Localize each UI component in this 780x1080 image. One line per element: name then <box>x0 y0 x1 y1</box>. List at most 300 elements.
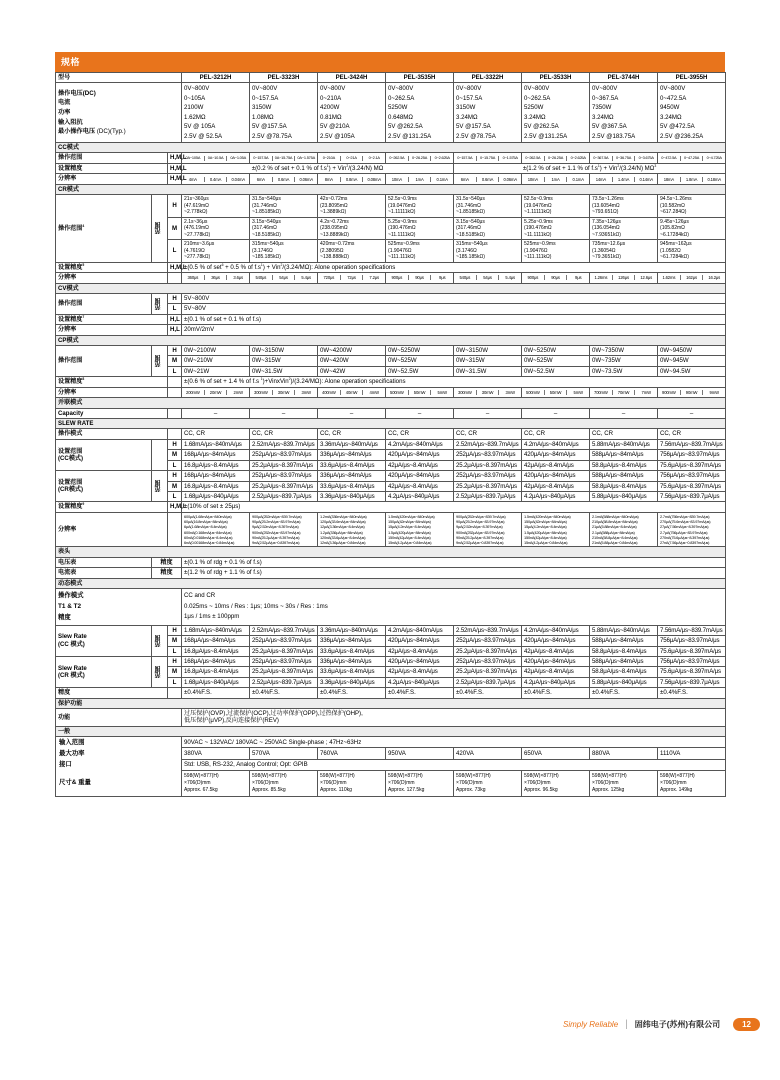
dyn-slew-cc-H-4: 2.52mA/μs~839.7mA/μs <box>454 625 522 635</box>
dyn-slew-cr-M-2: 33.6μA/μs~8.4mA/μs <box>318 667 386 677</box>
dyn-slew-cr-M-7: 75.6μA/μs~8.397mA/μs <box>658 667 726 677</box>
dyn-accuracy-2: ±0.4%F.S. <box>318 688 386 698</box>
cr-resolution-0-2: 3.6μs <box>233 275 243 281</box>
dyn-slew-cr-label-1: Slew Rate <box>58 664 87 672</box>
protection-line-2: 低压保护(μVP),反向连接保护(REV) <box>184 717 279 725</box>
cr-M-col-2 <box>318 217 386 240</box>
slew-cc-H-5: 4.2mA/μs~840mA/μs <box>522 439 590 449</box>
slew-cr-L-1: 2.52μA/μs~839.7μA/μs <box>250 491 318 501</box>
slew-mode-7: CC, CR <box>658 429 726 439</box>
cc-range-3-2: 0~2.625A <box>434 154 450 160</box>
cr-resolution-1-0: 540μs <box>250 275 273 280</box>
cr-L-0-2: ~277.78kΩ) <box>184 254 211 261</box>
cp-L-0: 0W~21W <box>182 366 250 376</box>
basic-value-4-0: 0V~800V <box>456 85 482 93</box>
table-row <box>56 557 726 567</box>
slew-resolution-7-4: 270nA(75.6μA/μs~8.397mA/μs) <box>660 534 710 540</box>
cr-resolution-4-0: 540μs <box>454 275 477 280</box>
cr-H-4-0: 31.5s~540μs <box>456 196 485 203</box>
cr-resolution-col-4 <box>454 273 522 283</box>
cc-range-5-2: 0~2.625A <box>570 154 586 160</box>
cc-range-4-1: 0~15.75A <box>477 156 500 161</box>
cc-range-3-1: 0~26.25A <box>409 156 432 161</box>
cc-resolution-2-2: 0.08mA <box>367 176 381 182</box>
basic-value-5-2: 5250W <box>524 104 544 112</box>
general-max-power-3: 950VA <box>386 748 454 759</box>
cr-L-7-2: ~61.7284kΩ) <box>660 254 689 261</box>
cr-L-0-0: 210ms~3.6μs <box>184 241 215 248</box>
general-weight-0: Approx. 67.5kg <box>184 787 218 794</box>
capacity-value-3: – <box>386 408 454 418</box>
cp-resolution-0-2: 2mW <box>233 389 243 395</box>
general-labels <box>56 737 182 797</box>
cr-resolution-5-1: 90μs <box>545 275 568 280</box>
cr-L-5-1: (1.90476Ω <box>524 247 548 254</box>
slew-cc-spacer <box>152 439 168 470</box>
section-meter: 表头 <box>56 547 726 557</box>
cp-L-5: 0W~52.5W <box>522 366 590 376</box>
basic-col-3 <box>386 83 454 143</box>
slew-cc-label-1: 设置范围 <box>58 447 83 455</box>
dyn-slew-cr-M-1: 25.2μA/μs~8.397mA/μs <box>250 667 318 677</box>
cr-M-2-1: (238.095mΩ <box>320 225 348 232</box>
cv-level-H: H <box>168 293 182 303</box>
dynamic-value-0: CC and CR <box>184 591 216 599</box>
cp-L-1: 0W~31.5W <box>250 366 318 376</box>
cr-accuracy-value: ±(0.5 % of set$^6$ + 0.5 % of $f.s^1) + Vin^2/(3.24/M\Omega)$: Alone operation specifications <box>182 262 726 272</box>
dyn-slew-cr-L-6: 5.88μA/μs~840μA/μs <box>590 677 658 687</box>
cp-resolution-col-6 <box>590 387 658 397</box>
slew-resolution-6-5: 21nA(5.88μA/μs~0.84mA/μs) <box>592 540 638 546</box>
general-max-power-7: 1110VA <box>658 748 726 759</box>
cr-L-5-2: ~111.111kΩ) <box>524 254 552 261</box>
general-max-power-0: 380VA <box>182 748 250 759</box>
slew-resolution-6-4: 210nA(58.8μA/μs~8.4mA/μs) <box>592 534 638 540</box>
cc-range-col-1 <box>250 153 318 163</box>
cp-H-1: 0W~3150W <box>250 346 318 356</box>
dyn-slew-cc-M-2: 336μA/μs~84mA/μs <box>318 636 386 646</box>
slew-resolution-3-1: 150μA(42mA/μs~84mA/μs) <box>388 519 431 525</box>
general-max-power-5: 650VA <box>522 748 590 759</box>
slew-resolution-0-2: 6μA(1.68mA/μs~8.4mA/μs) <box>184 524 227 530</box>
cp-L-4: 0W~31.5W <box>454 366 522 376</box>
cp-H-7: 0W~9450W <box>658 346 726 356</box>
basic-value-7-2: 9450W <box>660 104 680 112</box>
cr-M-6-2: ~7.93651kΩ) <box>592 231 621 238</box>
general-dim1-5: 598(W)×877(H) <box>524 772 559 779</box>
basic-label-1: 电流 <box>58 99 71 107</box>
dyn-slew-cc-L-7: 75.6μA/μs~8.397mA/μs <box>658 646 726 656</box>
cp-M-7: 0W~945W <box>658 356 726 366</box>
slew-resolution-3-0: 1.5mA(420mA/μs~840mA/μs) <box>388 513 435 519</box>
slew-resolution-4-5: 9nA(2.52μA/μs~0.8397mA/μs) <box>456 540 504 546</box>
slew-cc-H-6: 5.88mA/μs~840mA/μs <box>590 439 658 449</box>
basic-value-2-1: 0~210A <box>320 94 342 102</box>
table-row <box>56 471 726 481</box>
slew-mode-label: 操作模式 <box>56 429 168 439</box>
cc-range-4-2: 0~1.575A <box>502 154 518 160</box>
cc-range-3-0: 0~262.5A <box>386 156 409 161</box>
cr-H-0-1: (47.619mΩ <box>184 202 209 209</box>
cc-resolution-col-7 <box>658 174 726 184</box>
cc-resolution-col-4 <box>454 174 522 184</box>
basic-value-5-1: 0~262.5A <box>524 94 551 102</box>
slew-cc-level-H: H <box>168 439 182 449</box>
general-dim-col-7 <box>658 770 726 797</box>
slew-cc-L-2: 33.6μA/μs~8.4mA/μs <box>318 460 386 470</box>
cr-M-5-0: 5.25s~0.9ms <box>524 218 553 225</box>
general-max-power-4: 420VA <box>454 748 522 759</box>
cr-H-3-0: 52.5s~0.9ms <box>388 196 417 203</box>
table-row <box>56 325 726 335</box>
slew-mode-0: CC, CR <box>182 429 250 439</box>
capacity-value-6: – <box>590 408 658 418</box>
cc-range-2-0: 0~210A <box>318 156 341 161</box>
cr-M-col-4 <box>454 217 522 240</box>
basic-value-0-4: 5V @ 105A <box>184 123 216 131</box>
cr-M-2-0: 4.2s~0.72ms <box>320 218 349 225</box>
slew-cc-M-4: 252μA/μs~83.97mA/μs <box>454 450 522 460</box>
dyn-slew-cc-L-5: 42μA/μs~8.4mA/μs <box>522 646 590 656</box>
cc-range-7-2: 0~4.725A <box>706 154 722 160</box>
cr-L-col-4 <box>454 240 522 263</box>
cc-resolution-6-2: 0.14mA <box>639 176 653 182</box>
basic-col-5 <box>522 83 590 143</box>
slew-resolution-4-3: 900nA(252μA/μs~83.97mA/μs) <box>456 529 505 535</box>
cp-resolution-3-1: 50mW <box>409 390 432 395</box>
cr-L-2-0: 420ms~0.72ms <box>320 241 355 248</box>
general-dim2-0: ×706(D)mm <box>184 779 211 786</box>
dynamic-label-1: T1 & T2 <box>58 603 82 611</box>
dyn-slew-cr-L-4: 2.52μA/μs~839.7μA/μs <box>454 677 522 687</box>
slew-resolution-5-1: 150μA(42mA/μs~84mA/μs) <box>524 519 567 525</box>
dyn-slew-cr-L-7: 7.56μA/μs~839.7μA/μs <box>658 677 726 687</box>
cr-M-5-1: (190.476mΩ <box>524 225 552 232</box>
dyn-slew-cc-L-6: 58.8μA/μs~8.4mA/μs <box>590 646 658 656</box>
slew-resolution-3-5: 15nA(4.2μA/μs~0.84mA/μs) <box>388 540 432 546</box>
slew-resolution-1-3: 900nA(252nA/μs~83.97mA/μs) <box>252 529 301 535</box>
basic-value-1-2: 3150W <box>252 104 272 112</box>
dyn-slew-cr-level-H: H <box>168 656 182 666</box>
cp-resolution-label: 分辨率 <box>56 387 168 397</box>
cr-H-1-0: 31.5s~540μs <box>252 196 281 203</box>
cr-L-7-1: (1.0582Ω <box>660 247 681 254</box>
cr-L-col-3 <box>386 240 454 263</box>
cp-resolution-2-1: 40mW <box>341 390 364 395</box>
table-row <box>56 418 726 428</box>
cr-L-2-1: (2.38095Ω <box>320 247 344 254</box>
cc-resolution-7-0: 18mA <box>658 177 681 182</box>
basic-col-4 <box>454 83 522 143</box>
slew-resolution-7-5: 27nA(7.56μA/μs~0.8397mA/μs) <box>660 540 710 546</box>
cr-L-3-1: (1.90476Ω <box>388 247 412 254</box>
cr-resolution-col-0 <box>182 273 250 283</box>
cp-resolution-2-2: 4mW <box>369 389 379 395</box>
basic-value-1-4: 5V @157.5A <box>252 123 287 131</box>
slew-resolution-5-5: 15nA(4.2μA/μs~0.84mA/μs) <box>524 540 568 546</box>
cr-H-2-1: (23.8095mΩ <box>320 202 348 209</box>
cc-range-col-3 <box>386 153 454 163</box>
model-header-1: PEL-3323H <box>250 73 318 83</box>
section-protection: 保护功能 <box>56 698 726 708</box>
basic-value-3-2: 5250W <box>388 104 408 112</box>
specification-table <box>55 72 726 797</box>
basic-label-3: 输入阻抗 <box>58 118 83 126</box>
cr-M-1-2: ~18.5185kΩ) <box>252 231 281 238</box>
slew-resolution-col-0 <box>182 512 250 547</box>
slew-accuracy-value: ±(10% of set ± 25μs) <box>182 502 726 512</box>
cr-H-1-1: (31.746mΩ <box>252 202 277 209</box>
dyn-slew-cr-H-7: 756μA/μs~83.97mA/μs <box>658 656 726 666</box>
cr-resolution-7-2: 16.2μs <box>708 275 721 281</box>
cr-H-7-2: ~617.284Ω) <box>660 209 687 216</box>
general-weight-6: Approx. 125kg <box>592 787 625 794</box>
table-row <box>56 589 726 626</box>
general-max-power-2: 760VA <box>318 748 386 759</box>
general-dim1-1: 598(W)×877(H) <box>252 772 287 779</box>
cp-L-2: 0W~42W <box>318 366 386 376</box>
cp-M-0: 0W~210W <box>182 356 250 366</box>
slew-resolution-4-0: 900μA(252mA/μs~839.7mA/μs) <box>456 513 506 519</box>
table-row <box>56 439 726 449</box>
cr-L-col-7 <box>658 240 726 263</box>
table-row <box>56 143 726 153</box>
cr-H-0-0: 21s~360μs <box>184 196 209 203</box>
dyn-slew-cr-range-word: 范围 <box>152 656 168 687</box>
slew-resolution-2-0: 1.2mA(336mA/μs~840mA/μs) <box>320 513 367 519</box>
table-row <box>56 547 726 557</box>
cr-resolution-2-0: 720μs <box>318 275 341 280</box>
cp-accuracy-value: ±(0.6 % of set + 1.4 % of f.s $^1$)+VinxVin$^2$)/(3.24/MΩ): Alone operation specifications <box>182 377 726 387</box>
general-dim-col-1 <box>250 770 318 797</box>
dyn-slew-cr-M-0: 16.8μA/μs~8.4mA/μs <box>182 667 250 677</box>
cr-H-col-2 <box>318 195 386 218</box>
general-dim-col-5 <box>522 770 590 797</box>
cr-L-4-0: 315ms~540μs <box>456 241 488 248</box>
slew-cr-H-3: 420μA/μs~84mA/μs <box>386 471 454 481</box>
cr-M-4-0: 3.15s~540μs <box>456 218 485 225</box>
table-row <box>56 184 726 194</box>
dyn-slew-cr-M-4: 25.2μA/μs~8.397mA/μs <box>454 667 522 677</box>
cr-resolution-3-2: 9μs <box>439 275 446 281</box>
cp-H-0: 0W~2100W <box>182 346 250 356</box>
cc-accuracy-right: ±(1.2 % of set + 1.1 % of $f.s^1) + Vin^2/(3.24/N)$ $M\Omega^3$ <box>454 163 726 173</box>
cr-resolution-1-1: 54μs <box>273 275 296 280</box>
table-row <box>56 174 726 184</box>
cv-range-word: 范围 <box>152 293 168 314</box>
cp-resolution-1-2: 3mW <box>301 389 311 395</box>
slew-resolution-7-2: 27μA(7.56mA/μs~8.397mA/μs) <box>660 524 709 530</box>
cr-H-6-0: 73.5s~1.26ms <box>592 196 624 203</box>
cr-L-col-1 <box>250 240 318 263</box>
slew-resolution-label: 分辨率 <box>56 512 168 547</box>
cc-range-4-0: 0~157.5A <box>454 156 477 161</box>
slew-resolution-3-3: 1.5μA(420μA/μs~84mA/μs) <box>388 529 431 535</box>
model-header-0: PEL-3212H <box>182 73 250 83</box>
cc-range-0-1: 0A~10.5A <box>205 156 228 161</box>
dyn-slew-cc-H-0: 1.68mA/μs~840mA/μs <box>182 625 250 635</box>
cc-range-col-6 <box>590 153 658 163</box>
slew-cr-M-6: 58.8μA/μs~8.4mA/μs <box>590 481 658 491</box>
slew-cr-L-4: 2.52μA/μs~839.7μA/μs <box>454 491 522 501</box>
model-header-4: PEL-3322H <box>454 73 522 83</box>
general-weight-2: Approx. 110kg <box>320 787 352 794</box>
slew-cr-level-M: M <box>168 481 182 491</box>
cr-accuracy-hml: H,M,L <box>168 262 182 272</box>
cv-accuracy-label: 设置精度$^7$ <box>56 314 168 324</box>
dyn-accuracy-7: ±0.4%F.S. <box>658 688 726 698</box>
slew-cr-H-0: 168μA/μs~84mA/μs <box>182 471 250 481</box>
cc-range-7-0: 0~472.5A <box>658 156 681 161</box>
basic-value-2-5: 2.5V @105A <box>320 132 355 140</box>
cr-resolution-3-0: 900μs <box>386 275 409 280</box>
slew-resolution-4-1: 90μA(25.2mA/μs~83.97mA/μs) <box>456 519 505 525</box>
general-max-power-1: 570VA <box>250 748 318 759</box>
basic-value-0-1: 0~105A <box>184 94 206 102</box>
basic-labels <box>56 83 182 143</box>
cc-range-col-7 <box>658 153 726 163</box>
capacity-spacer <box>168 408 182 418</box>
slew-cc-M-7: 756μA/μs~83.97mA/μs <box>658 450 726 460</box>
table-row <box>56 578 726 588</box>
dyn-slew-cr-level-L: L <box>168 677 182 687</box>
cv-resolution-value: 20mV/2mV <box>182 325 726 335</box>
general-dim2-6: ×706(D)mm <box>592 779 619 786</box>
slew-cr-range-word: 范围 <box>152 471 168 502</box>
cr-L-3-0: 525ms~0.9ms <box>388 241 420 248</box>
slew-cr-M-4: 25.2μA/μs~8.397mA/μs <box>454 481 522 491</box>
cc-range-col-4 <box>454 153 522 163</box>
basic-col-6 <box>590 83 658 143</box>
cp-M-1: 0W~315W <box>250 356 318 366</box>
cp-resolution-1-0: 300mW <box>250 390 273 395</box>
dyn-slew-cc-M-1: 252μA/μs~83.97mA/μs <box>250 636 318 646</box>
slew-mode-spacer <box>168 429 182 439</box>
dyn-accuracy-3: ±0.4%F.S. <box>386 688 454 698</box>
cr-M-col-1 <box>250 217 318 240</box>
general-dim1-4: 598(W)×877(H) <box>456 772 491 779</box>
slew-cc-M-3: 420μA/μs~84mA/μs <box>386 450 454 460</box>
cp-resolution-4-2: 3mW <box>505 389 515 395</box>
cc-resolution-6-1: 1.4mA <box>613 177 636 182</box>
dynamic-label-2: 精度 <box>58 614 71 622</box>
table-row <box>56 262 726 272</box>
slew-resolution-0-3: 600nA(0.168mA/μs~84mA/μs) <box>184 529 232 535</box>
cp-resolution-col-4 <box>454 387 522 397</box>
slew-cc-level-L: L <box>168 460 182 470</box>
section-cp: CP模式 <box>56 335 726 345</box>
cc-resolution-0-1: 0.4mA <box>205 177 228 182</box>
cc-range-col-0 <box>182 153 250 163</box>
table-row <box>56 568 726 578</box>
cr-resolution-4-1: 54μs <box>477 275 500 280</box>
dyn-slew-cc-H-7: 7.56mA/μs~839.7mA/μs <box>658 625 726 635</box>
basic-value-1-3: 1.08MΩ <box>252 113 274 121</box>
cc-resolution-3-0: 10mA <box>386 177 409 182</box>
cc-range-5-0: 0~262.5A <box>522 156 545 161</box>
capacity-value-5: – <box>522 408 590 418</box>
table-row <box>56 698 726 708</box>
basic-value-6-5: 2.5V @183.75A <box>592 132 636 140</box>
cr-M-3-1: (190.476mΩ <box>388 225 416 232</box>
cr-H-5-0: 52.5s~0.9ms <box>524 196 553 203</box>
dyn-slew-cr-M-6: 58.8μA/μs~8.4mA/μs <box>590 667 658 677</box>
dynamic-value-2: 1μs / 1ms ± 100ppm <box>184 613 240 621</box>
cv-accuracy-value: ±(0.1 % of set + 0.1 % of f.s) <box>182 314 726 324</box>
general-dim-col-2 <box>318 770 386 797</box>
slew-resolution-4-4: 90nA(25.2μA/μs~8.397mA/μs) <box>456 534 504 540</box>
general-dim1-6: 598(W)×877(H) <box>592 772 627 779</box>
basic-value-2-2: 4200W <box>320 104 340 112</box>
protection-label: 功能 <box>56 709 182 727</box>
slew-mode-5: CC, CR <box>522 429 590 439</box>
dyn-slew-cc-H-5: 4.2mA/μs~840mA/μs <box>522 625 590 635</box>
cc-resolution-col-6 <box>590 174 658 184</box>
footer-divider: | <box>625 1019 628 1030</box>
cr-resolution-6-2: 12.6μs <box>640 275 653 281</box>
cr-resolution-7-0: 1.62ms <box>658 275 681 280</box>
basic-col-1 <box>250 83 318 143</box>
cc-resolution-1-0: 6mA <box>250 177 273 182</box>
slew-cr-H-6: 588μA/μs~84mA/μs <box>590 471 658 481</box>
cr-H-col-1 <box>250 195 318 218</box>
dyn-accuracy-spacer <box>168 688 182 698</box>
cr-L-1-0: 315ms~540μs <box>252 241 284 248</box>
basic-value-6-3: 3.24MΩ <box>592 113 614 121</box>
cr-H-col-6 <box>590 195 658 218</box>
capacity-value-4: – <box>454 408 522 418</box>
cr-level-L: L <box>168 240 182 263</box>
cp-H-6: 0W~7350W <box>590 346 658 356</box>
dyn-slew-cr-label-2: (CR 模式) <box>58 672 85 680</box>
slew-cr-M-0: 16.8μA/μs~8.4mA/μs <box>182 481 250 491</box>
general-dim1-7: 598(W)×877(H) <box>660 772 695 779</box>
cp-H-5: 0W~5250W <box>522 346 590 356</box>
table-row <box>56 502 726 512</box>
cp-resolution-6-1: 70mW <box>613 390 636 395</box>
dyn-slew-cc-label <box>56 625 152 656</box>
cr-L-3-2: ~111.111kΩ) <box>388 254 416 261</box>
general-weight-1: Approx. 85.5kg <box>252 787 286 794</box>
cp-L-3: 0W~52.5W <box>386 366 454 376</box>
cr-level-M: M <box>168 217 182 240</box>
cr-M-6-1: (136.054mΩ <box>592 225 620 232</box>
cc-range-1-0: 0~157.5A <box>250 156 273 161</box>
cp-level-H: H <box>168 346 182 356</box>
slew-cr-label-1: 设置范围 <box>58 478 83 486</box>
dyn-slew-cr-H-4: 252μA/μs~83.97mA/μs <box>454 656 522 666</box>
basic-value-7-0: 0V~800V <box>660 85 686 93</box>
meter-voltage-value: ±(0.1 % of rdg + 0.1 % of f.s) <box>182 557 726 567</box>
cp-resolution-col-0 <box>182 387 250 397</box>
cr-H-col-5 <box>522 195 590 218</box>
slew-resolution-5-2: 15μA(4.2mA/μs~8.4mA/μs) <box>524 524 567 530</box>
slew-resolution-2-3: 1.2μA(336μA/μs~84mA/μs) <box>320 529 363 535</box>
cc-range-1-2: 0A~1.575A <box>297 154 315 160</box>
slew-cc-H-3: 4.2mA/μs~840mA/μs <box>386 439 454 449</box>
cr-M-4-1: (317.46mΩ <box>456 225 481 232</box>
slew-resolution-col-2 <box>318 512 386 547</box>
cr-resolution-0-1: 36μs <box>205 275 228 280</box>
basic-value-1-1: 0~157.5A <box>252 94 279 102</box>
cc-range-col-5 <box>522 153 590 163</box>
table-row <box>56 387 726 397</box>
general-dim2-4: ×706(D)mm <box>456 779 483 786</box>
dyn-slew-cc-M-7: 756μA/μs~83.97mA/μs <box>658 636 726 646</box>
general-dim1-3: 598(W)×877(H) <box>388 772 423 779</box>
cr-M-1-0: 3.15s~540μs <box>252 218 281 225</box>
cr-H-col-0 <box>182 195 250 218</box>
